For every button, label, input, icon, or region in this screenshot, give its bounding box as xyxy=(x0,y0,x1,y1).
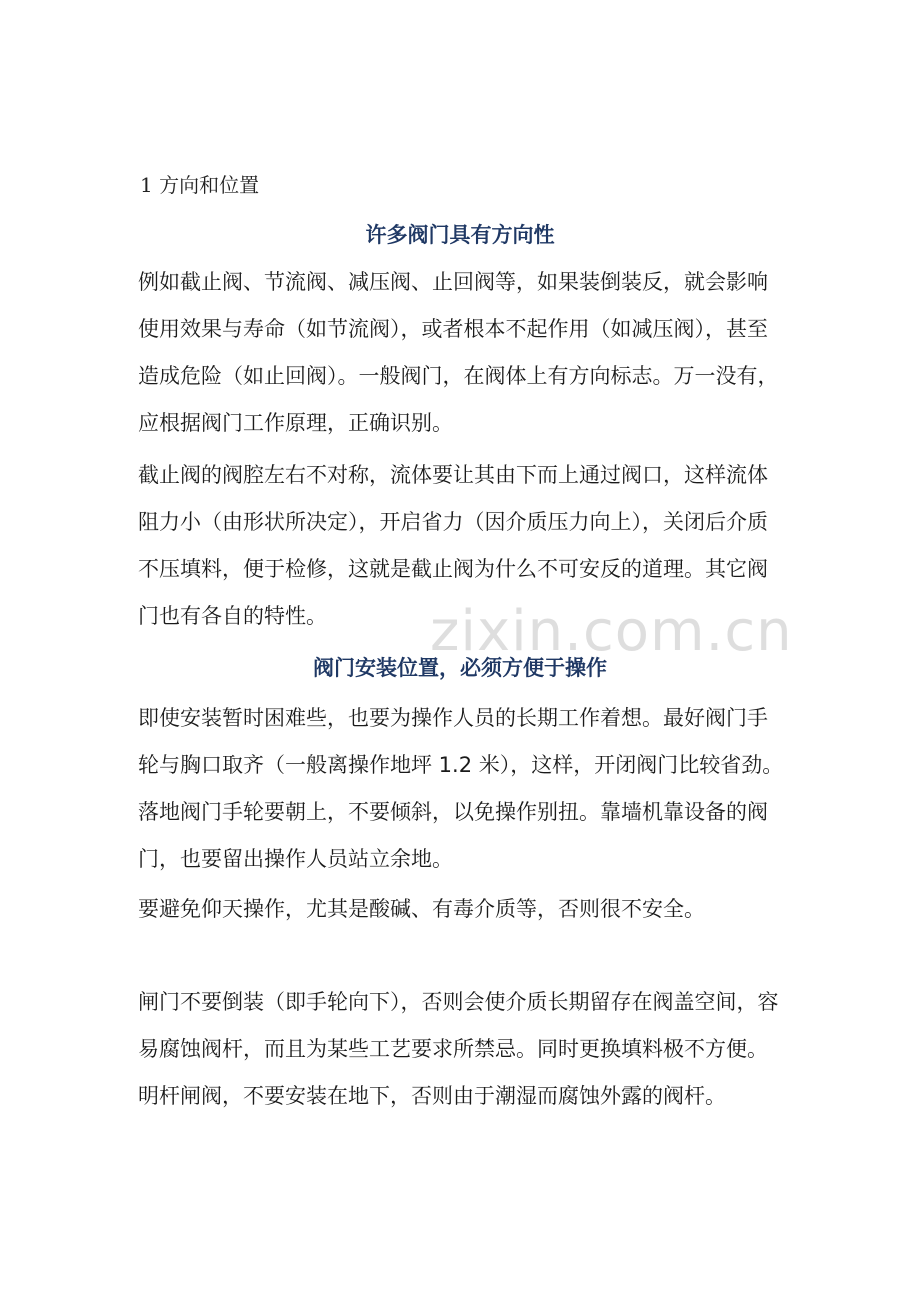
paragraph-operation: 即使安装暂时困难些，也要为操作人员的长期工作着想。最好阀门手轮与胸口取齐（一般离操作地坪 1.2 米），这样，开闭阀门比较省劲。落地阀门手轮要朝上，不要倾斜，以免操作别扭。靠墙机靠设备的阀门，也要留出操作人员站立余地。 xyxy=(138,706,784,871)
paragraph-avoid-overhead: 要避免仰天操作，尤其是酸碱、有毒介质等，否则很不安全。 xyxy=(138,897,705,921)
heading-direction: 许多阀门具有方向性 xyxy=(365,223,555,247)
watermark: zixin.com.cn xyxy=(430,599,793,664)
paragraph-gate-valve: 闸门不要倒装（即手轮向下），否则会使介质长期留存在阀盖空间，容易腐蚀阀杆，而且为某些工艺要求所禁忌。同时更换填料极不方便。明杆闸阀，不要安装在地下，否则由于潮湿而腐蚀外露的阀杆。 xyxy=(138,990,779,1108)
heading-position: 阀门安装位置，必须方便于操作 xyxy=(313,656,607,680)
section-title: 1 方向和位置 xyxy=(140,173,260,197)
paragraph-globe-valve: 截止阀的阀腔左右不对称，流体要让其由下而上通过阀口，这样流体阻力小（由形状所决定），开启省力（因介质压力向上），关闭后介质不压填料，便于检修，这就是截止阀为什么不可安反的道理。其它阀门也有各自的特性。 xyxy=(138,463,768,628)
paragraph-direction-intro: 例如截止阀、节流阀、减压阀、止回阀等，如果装倒装反，就会影响使用效果与寿命（如节流阀），或者根本不起作用（如减压阀），甚至造成危险（如止回阀）。一般阀门，在阀体上有方向标志。万一没有，应根据阀门工作原理，正确识别。 xyxy=(138,270,779,435)
